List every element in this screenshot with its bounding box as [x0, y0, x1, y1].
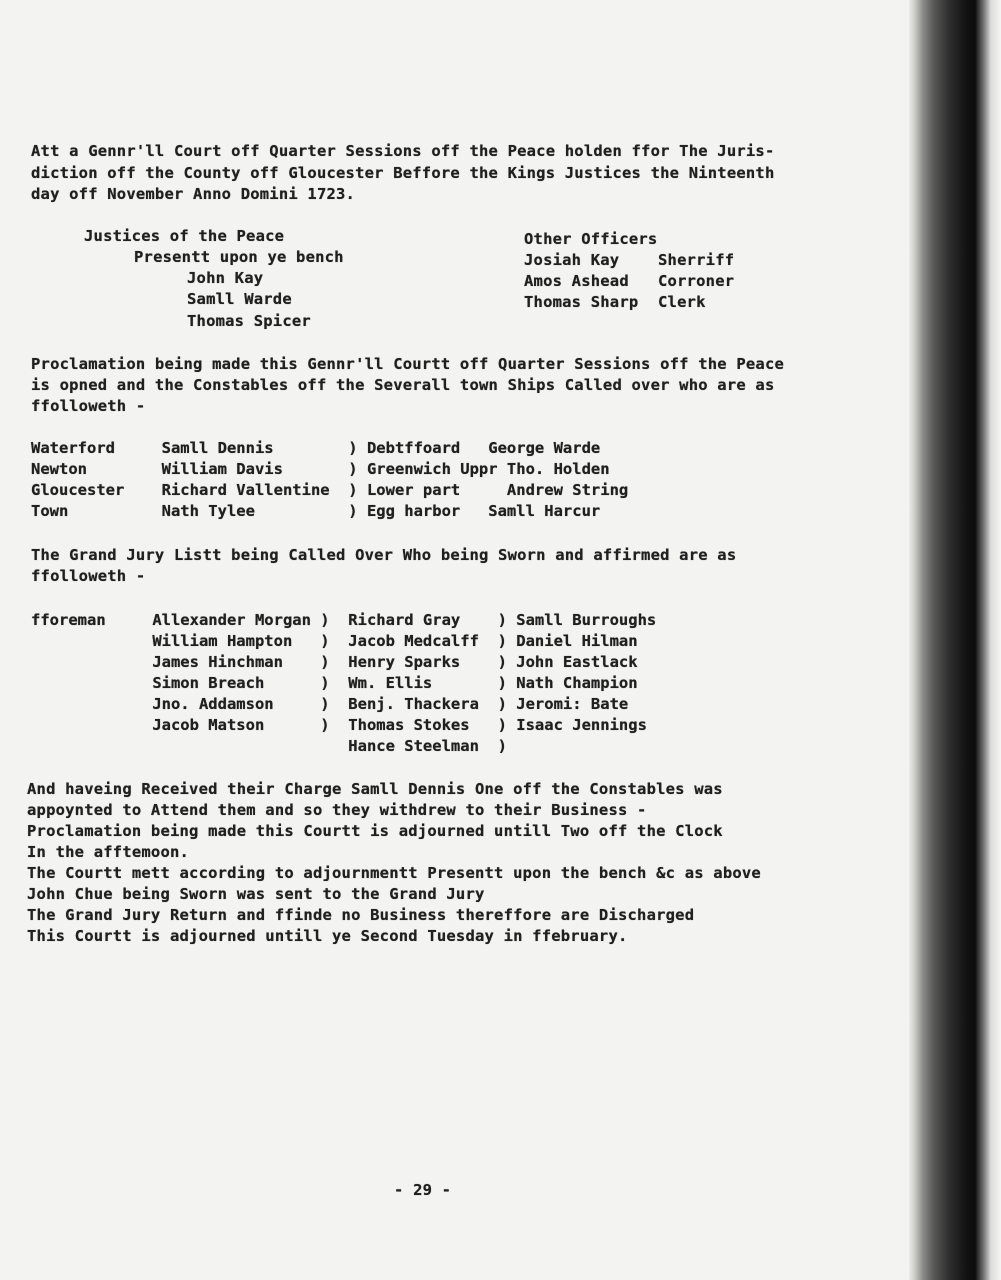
proclamation-line: is opned and the Constables off the Severall town Ships Called over who are as: [31, 376, 775, 394]
closing-line: The Grand Jury Return and ffinde no Business thereffore are Discharged: [27, 906, 695, 924]
closing-line: And haveing Received their Charge Samll Dennis One off the Constables was: [27, 780, 723, 798]
officer-role: Sherriff: [658, 251, 735, 269]
grand-jury-row: William Hampton ) Jacob Medcalff ) Daniel Hilman: [31, 632, 638, 650]
constables-row: Town Nath Tylee ) Egg harbor Samll Harcur: [31, 502, 601, 520]
constables-row: Waterford Samll Dennis ) Debtffoard George Warde: [31, 439, 601, 457]
proclamation-line: Proclamation being made this Gennr'll Courtt off Quarter Sessions off the Peace: [31, 355, 785, 373]
justice-name: Samll Warde: [187, 290, 292, 308]
grand-jury-intro-line: The Grand Jury Listt being Called Over Who being Sworn and affirmed are as: [31, 546, 737, 564]
officers-title: Other Officers: [524, 230, 658, 248]
closing-line: The Courtt mett according to adjournmentt Presentt upon the bench &c as above: [27, 864, 761, 882]
grand-jury-row: Jno. Addamson ) Benj. Thackera ) Jeromi: Bate: [31, 695, 629, 713]
closing-line: John Chue being Sworn was sent to the Grand Jury: [27, 885, 485, 903]
officer-name: Thomas Sharp: [524, 293, 639, 311]
heading-line: day off November Anno Domini 1723.: [31, 185, 356, 203]
grand-jury-row: Jacob Matson ) Thomas Stokes ) Isaac Jennings: [31, 716, 647, 734]
officer-name: Josiah Kay: [524, 251, 620, 269]
page-number: - 29 -: [394, 1181, 452, 1199]
heading-line: diction off the County off Gloucester Beffore the Kings Justices the Ninteenth: [31, 164, 775, 182]
grand-jury-row: Hance Steelman ): [31, 737, 507, 755]
book-binding-edge: [909, 0, 1001, 1280]
justice-name: John Kay: [187, 269, 264, 287]
officer-role: Corroner: [658, 272, 735, 290]
constables-row: Newton William Davis ) Greenwich Uppr Tho. Holden: [31, 460, 610, 478]
heading-line: Att a Gennr'll Court off Quarter Sessions off the Peace holden ffor The Juris-: [31, 142, 775, 160]
officer-name: Amos Ashead: [524, 272, 629, 290]
closing-line: appoynted to Attend them and so they withdrew to their Business -: [27, 801, 647, 819]
grand-jury-row: fforeman Allexander Morgan ) Richard Gray ) Samll Burroughs: [31, 611, 657, 629]
justice-name: Thomas Spicer: [187, 312, 311, 330]
justices-title: Justices of the Peace: [84, 227, 285, 245]
closing-line: This Courtt is adjourned untill ye Second Tuesday in ffebruary.: [27, 927, 628, 945]
grand-jury-row: James Hinchman ) Henry Sparks ) John Eastlack: [31, 653, 638, 671]
constables-row: Gloucester Richard Vallentine ) Lower part Andrew String: [31, 481, 629, 499]
closing-line: Proclamation being made this Courtt is adjourned untill Two off the Clock: [27, 822, 723, 840]
officer-role: Clerk: [658, 293, 706, 311]
grand-jury-row: Simon Breach ) Wm. Ellis ) Nath Champion: [31, 674, 638, 692]
justices-subtitle: Presentt upon ye bench: [134, 248, 344, 266]
proclamation-line: ffolloweth -: [31, 397, 146, 415]
closing-line: In the afftemoon.: [27, 843, 190, 861]
grand-jury-intro-line: ffolloweth -: [31, 567, 146, 585]
